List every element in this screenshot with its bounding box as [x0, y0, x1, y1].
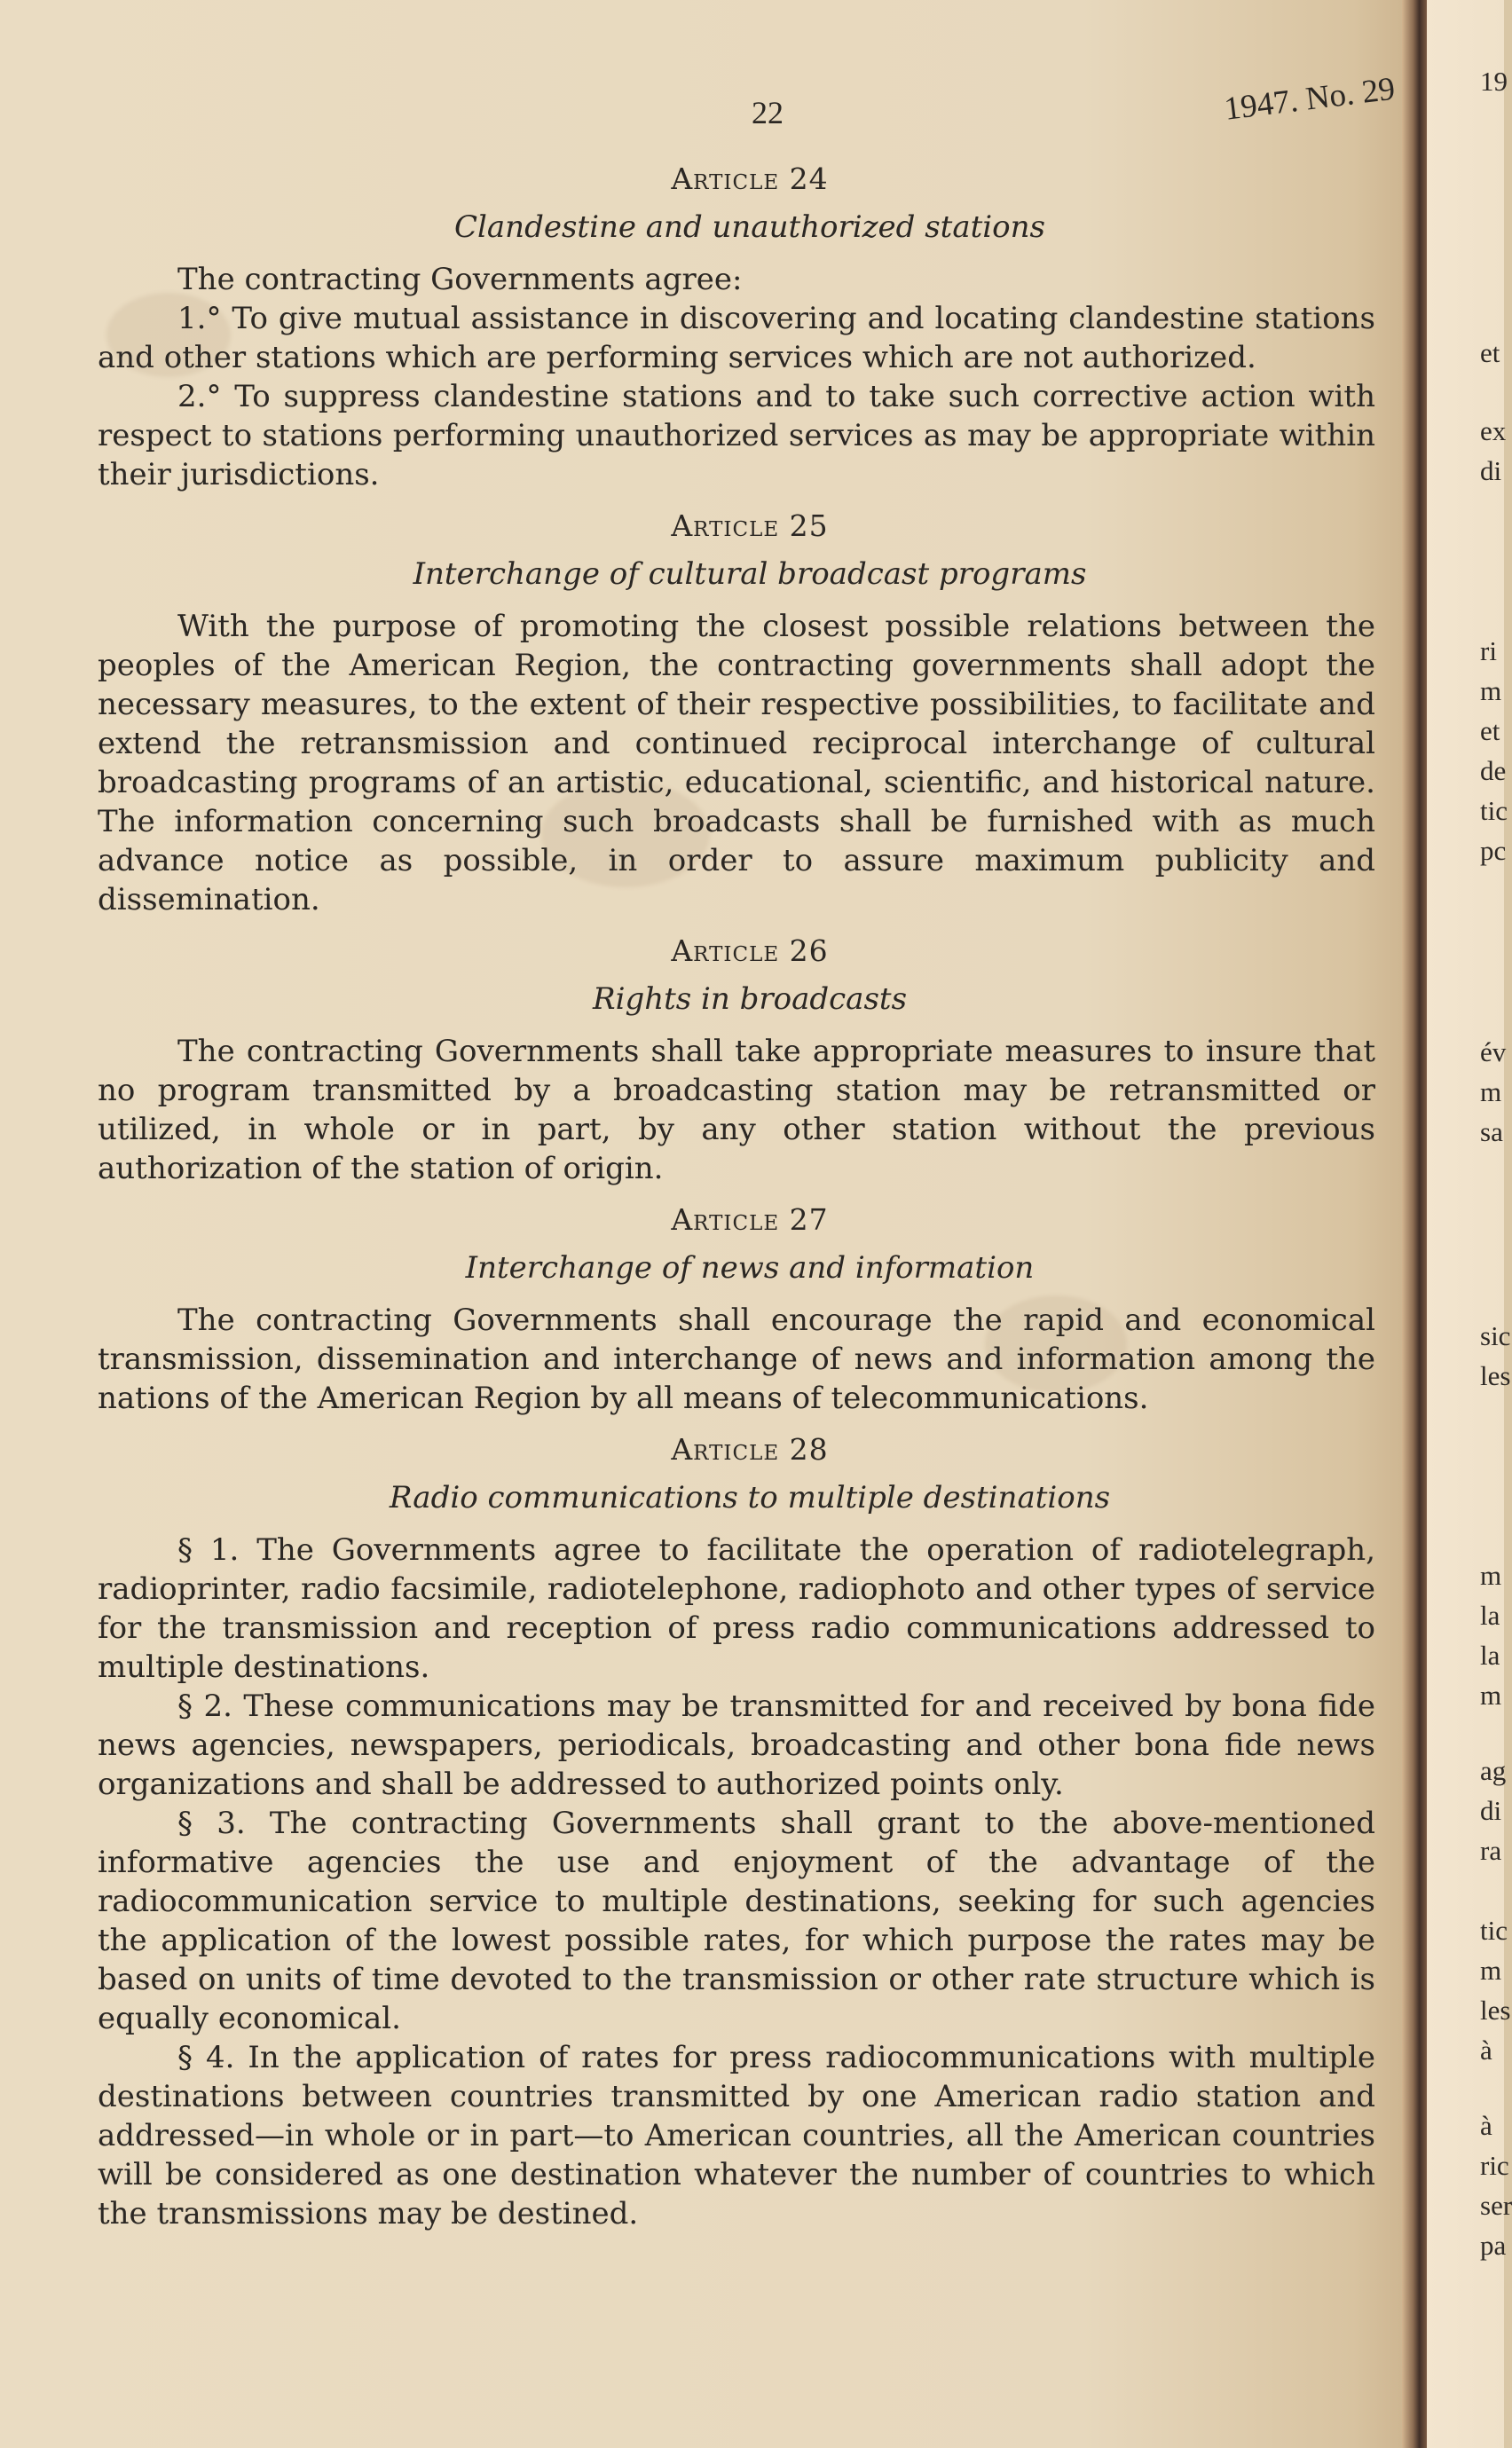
edge-fragment: et [1480, 337, 1500, 368]
edge-fragment: tic [1480, 1915, 1508, 1946]
book-gutter [1402, 0, 1427, 2448]
edge-fragment: la [1480, 1640, 1500, 1671]
article-heading: Article 26 [671, 933, 829, 968]
adjacent-page-edge [1427, 0, 1512, 2448]
article-subtitle: Radio communications to multiple destinations [389, 1480, 1111, 1515]
article-27 [98, 1202, 1375, 1418]
spacer [98, 1188, 1375, 1202]
article-paragraph: § 4. In the application of rates for press radiocommunications with multiple destinations between countries transmitted by one American radio station and addressed—in whole or in part—to American countries, all the American countries will be considered as one destination whatever the number of countries to which the transmissions may be destined. [98, 2040, 1375, 2232]
edge-fragment: ric [1480, 2150, 1509, 2181]
article-24 [98, 161, 1375, 494]
edge-fragment: tic [1480, 795, 1508, 826]
edge-fragment: de [1480, 755, 1507, 786]
article-subtitle: Interchange of cultural broadcast programs [413, 556, 1087, 592]
running-head: 1947. No. 29 [1222, 70, 1398, 128]
edge-fragment: pc [1480, 835, 1507, 866]
edge-fragment: év [1480, 1036, 1507, 1067]
article-paragraph: The contracting Governments shall take appropriate measures to insure that no program transmitted by a broadcasting station may be retransmitted or utilized, in whole or in part, by any other station without the previous authorization of the station of origin. [98, 1034, 1375, 1186]
edge-fragment: sa [1480, 1116, 1503, 1147]
edge-fragment: ri [1480, 635, 1497, 666]
article-subtitle: Rights in broadcasts [592, 981, 908, 1017]
article-paragraph: 1.° To give mutual assistance in discovering and locating clandestine stations and other stations which are performing services which are not authorized. [98, 301, 1375, 375]
edge-fragment: m [1480, 1076, 1502, 1107]
edge-fragment: m [1480, 675, 1502, 706]
edge-fragment: di [1480, 455, 1502, 486]
page-number: 22 [752, 95, 784, 130]
article-paragraph: 2.° To suppress clandestine stations and to take such corrective action with respect to stations performing unauthorized services as may be appropriate within their jurisdictions. [98, 379, 1375, 492]
edge-fragment: ra [1480, 1835, 1502, 1866]
article-heading: Article 24 [671, 161, 829, 196]
edge-fragment: m [1480, 1560, 1502, 1591]
article-heading: Article 25 [671, 508, 829, 543]
article-paragraph: § 2. These communications may be transmitted for and received by bona fide news agencies, newspapers, periodicals, broadcasting and other bona fide news organizations and shall be addressed to authorized points only. [98, 1688, 1375, 1802]
article-26 [98, 933, 1375, 1188]
edge-fragment: ag [1480, 1755, 1507, 1786]
edge-fragment: m [1480, 1680, 1502, 1711]
edge-fragment: di [1480, 1795, 1502, 1826]
edge-fragment: m [1480, 1955, 1502, 1986]
article-heading: Article 27 [671, 1202, 829, 1237]
spacer [98, 919, 1375, 933]
edge-fragment: à [1480, 2035, 1492, 2066]
article-paragraph: With the purpose of promoting the closest possible relations between the peoples of the American Region, the contracting governments shall adopt the necessary measures, to the extent of their respective possibilities, to facilitate and extend the retransmission and continued reciprocal interchange of cultural broadcasting programs of an artistic, educational, scientific, and historical nature. The information concerning such broadcasts shall be furnished with as much advance notice as possible, in order to assure maximum publicity and dissemination. [98, 609, 1375, 917]
page-header [0, 70, 1504, 130]
spacer [98, 494, 1375, 508]
article-paragraph: The contracting Governments agree: [177, 262, 743, 297]
spacer [98, 1418, 1375, 1432]
edge-fragment: ex [1480, 415, 1507, 446]
article-subtitle: Clandestine and unauthorized stations [454, 209, 1045, 245]
article-paragraph: § 3. The contracting Governments shall grant to the above-mentioned informative agencies the use and enjoyment of the advantage of the radiocommunication service to multiple destinations, seeking for such agencies the application of the lowest possible rates, for which purpose the rates may be based on units of time devoted to the transmission or other rate structure which is equally economical. [98, 1806, 1375, 2036]
edge-fragment: 19 [1480, 66, 1508, 97]
article-subtitle: Interchange of news and information [465, 1250, 1035, 1286]
edge-fragment: à [1480, 2110, 1492, 2141]
article-28 [98, 1432, 1375, 2233]
edge-fragment: pa [1480, 2230, 1507, 2261]
edge-fragment: les [1480, 1995, 1511, 2026]
article-25 [98, 508, 1375, 919]
document-body [98, 161, 1375, 2233]
article-paragraph: The contracting Governments shall encourage the rapid and economical transmission, dissemination and interchange of news and information among the nations of the American Region by all means of telecommunications. [98, 1303, 1375, 1416]
article-heading: Article 28 [671, 1432, 829, 1467]
edge-fragment: sic [1480, 1320, 1511, 1351]
edge-fragment: la [1480, 1600, 1500, 1631]
edge-fragment: et [1480, 715, 1500, 746]
article-paragraph: § 1. The Governments agree to facilitate the operation of radiotelegraph, radioprinter, radio facsimile, radiotelephone, radiophoto and other types of service for the transmission and reception of press radio communications addressed to multiple destinations. [98, 1532, 1375, 1685]
edge-fragment: ser [1480, 2190, 1512, 2221]
edge-fragment: les [1480, 1360, 1511, 1391]
